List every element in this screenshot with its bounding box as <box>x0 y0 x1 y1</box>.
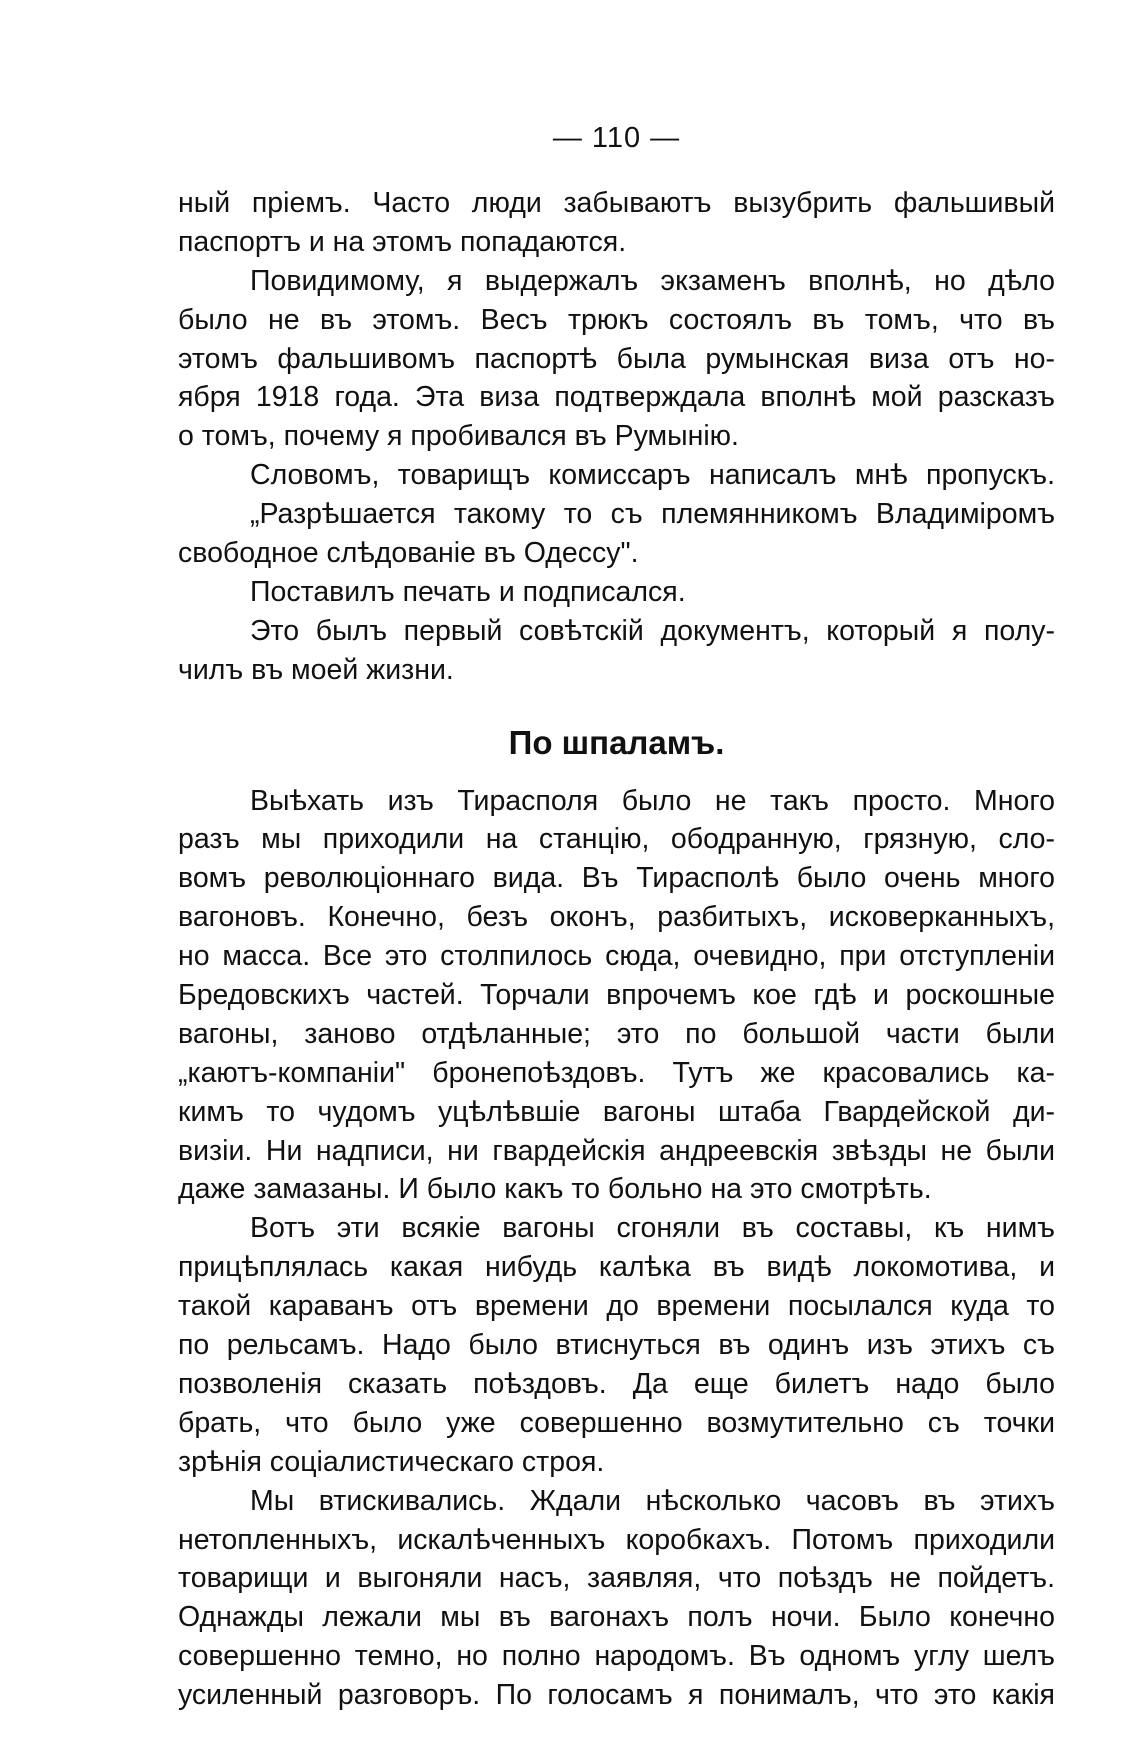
text-line: свободное слѣдованіе въ Одессу". <box>178 537 639 570</box>
text-line: Повидимому, я выдержалъ экзаменъ вполнѣ, но дѣло <box>250 264 1055 297</box>
text-line: вомъ революціоннаго вида. Въ Тирасполѣ было очень много <box>178 862 1055 895</box>
text-line: ября 1918 года. Эта виза подтверждала вполнѣ мой разсказъ <box>178 381 1055 414</box>
text-line: было не въ этомъ. Весъ трюкъ состоялъ въ томъ, что въ <box>178 303 1055 336</box>
book-page <box>178 0 1055 1742</box>
text-line: Однажды лежали мы въ вагонахъ полъ ночи. Было конечно <box>178 1601 1055 1634</box>
text-line: паспортъ и на этомъ попадаются. <box>178 225 627 258</box>
page-number: — 110 — <box>552 122 681 154</box>
text-line: по рельсамъ. Надо было втиснуться въ одинъ изъ этихъ съ <box>178 1329 1055 1362</box>
text-line: ный пріемъ. Часто люди забываютъ вызубрить фальшивый <box>178 187 1055 219</box>
text-line: усиленный разговоръ. По голосамъ я понималъ, что это какія <box>178 1679 1055 1712</box>
text-line: такой караванъ отъ времени до времени посылался куда то <box>178 1290 1055 1323</box>
text-line: о томъ, почему я пробивался въ Румынію. <box>178 420 739 453</box>
text-line: Поставилъ печать и подписался. <box>250 575 686 608</box>
text-line: вагоновъ. Конечно, безъ оконъ, разбитыхъ, исковерканныхъ, <box>178 901 1055 934</box>
text-line: нетопленныхъ, искалѣченныхъ коробкахъ. Потомъ приходили <box>178 1523 1055 1556</box>
text-line: „Разрѣшается такому то съ племянникомъ Владиміромъ <box>250 498 1055 531</box>
text-line: совершенно темно, но полно народомъ. Въ одномъ углу шелъ <box>178 1640 1055 1673</box>
text-line: Бредовскихъ частей. Торчали впрочемъ кое гдѣ и роскошные <box>178 979 1055 1012</box>
text-line: чилъ въ моей жизни. <box>178 653 454 686</box>
section-heading: По шпаламъ. <box>508 723 725 761</box>
text-line: Словомъ, товарищъ комиссаръ написалъ мнѣ пропускъ. <box>250 459 1055 492</box>
text-line: вагоны, заново отдѣланные; это по большой части были <box>178 1017 1055 1050</box>
text-line: даже замазаны. И было какъ то больно на это смотрѣть. <box>178 1173 932 1206</box>
text-line: Вотъ эти всякіе вагоны сгоняли въ составы, къ нимъ <box>250 1212 1055 1245</box>
text-line: Выѣхать изъ Тирасполя было не такъ просто. Много <box>250 784 1055 817</box>
text-line: кимъ то чудомъ уцѣлѣвшіе вагоны штаба Гвардейской ди- <box>178 1095 1055 1128</box>
text-line: визіи. Ни надписи, ни гвардейскія андреевскія звѣзды не были <box>178 1134 1055 1167</box>
text-line: брать, что было уже совершенно возмутительно съ точки <box>178 1406 1055 1439</box>
text-line: Это былъ первый совѣтскій документъ, который я полу- <box>250 614 1055 647</box>
text-line: зрѣнія соціалистическаго строя. <box>178 1445 605 1478</box>
text-line: но масса. Все это столпилось сюда, очевидно, при отступленіи <box>178 940 1055 973</box>
text-line: прицѣплялась какая нибудь калѣка въ видѣ локомотива, и <box>178 1251 1055 1284</box>
text-line: позволенія сказать поѣздовъ. Да еще билетъ надо было <box>178 1367 1055 1400</box>
text-line: Мы втискивались. Ждали нѣсколько часовъ въ этихъ <box>250 1484 1055 1517</box>
text-line: разъ мы приходили на станцію, ободранную, грязную, сло- <box>178 823 1055 856</box>
text-line: этомъ фальшивомъ паспортѣ была румынская виза отъ но- <box>178 342 1055 375</box>
text-line: „каютъ-компаніи" бронепоѣздовъ. Тутъ же красовались ка- <box>178 1056 1055 1089</box>
page-body <box>178 184 1055 1715</box>
text-line: товарищи и выгоняли насъ, заявляя, что поѣздъ не пойдетъ. <box>178 1562 1055 1595</box>
